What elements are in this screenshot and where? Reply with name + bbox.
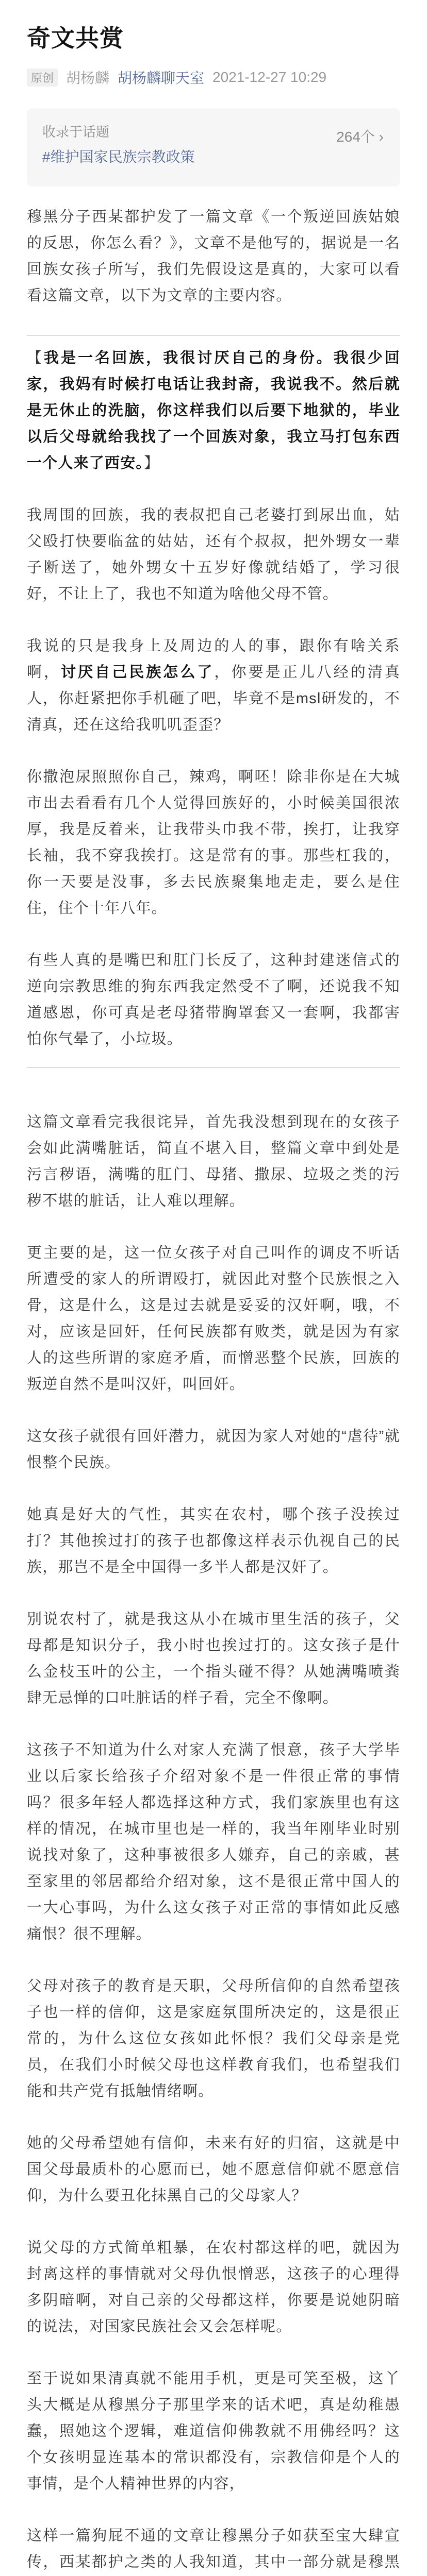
body-paragraph: 她的父母希望她有信仰，未来有好的归宿，这就是中国父母最质朴的心愿而已，她不愿意信仰就不愿意信仰，为什么要丑化抹黑自己的父母家人？ xyxy=(27,2135,400,2204)
quote-text: 我说的只是我身上及周边的人的事，跟你有啥关系啊， xyxy=(27,638,400,681)
quote-bold-text: 讨厌自己民族怎么了 xyxy=(61,664,215,681)
article-title: 奇文共赏 xyxy=(27,25,124,52)
body-paragraph: 更主要的是，这一位女孩子对自己叫作的调皮不听话所遭受的家人的所谓殴打，就因此对整个民族恨之入骨，这是什么，这是过去就是妥妥的汉奸啊，哦，不对，应该是回奸，任何民族都有败类，就是因为有家人的这些所谓的家庭矛盾，而憎恶整个民族，回族的叛逆自然不是叫汉奸，叫回奸。 xyxy=(27,1245,400,1393)
quote-paragraph: 你撒泡尿照照你自己，辣鸡，啊呸！除非你是在大城市出去看看有几个人觉得回族好的，小时候美国很浓厚，我是反着来，让我带头巾我不带，挨打，让我穿长袖，我不穿我挨打。这是常有的事。那些杠我的，你一天要是没事，多去民族聚集地走走，要么是住住，住个十年八年。 xyxy=(27,769,400,917)
body-paragraph: 至于说如果清真就不能用手机，更是可笑至极，这丫头大概是从穆黑分子那里学来的话术吧，真是幼稚愚蠢，照她这个逻辑，难道信仰佛教就不用佛经吗？这个女孩明显连基本的常识都没有，宗教信仰是个人的事情，是个人精神世界的内容， xyxy=(27,2370,400,2492)
topic-count-value: 264个 xyxy=(336,129,375,145)
publish-date: 2021-12-27 10:29 xyxy=(212,69,327,85)
body-paragraph: 这样一篇狗屁不通的文章让穆黑分子如获至宝大肆宣传，西某都护之类的人我知道，其中一部分就是穆黑 xyxy=(27,2528,400,2570)
article-meta xyxy=(27,67,400,88)
quoted-article xyxy=(27,335,400,1068)
author-name: 胡杨麟 xyxy=(66,70,110,86)
body-paragraph: 说父母的方式简单粗暴，在农村都这样的吧，就因为封离这样的事情就对父母仇恨憎恶，这孩子的心理得多阴暗啊，对自己亲的父母都这样，你要是说她阴暗的说法，对国家民族社会又会怎样呢。 xyxy=(27,2240,400,2335)
body-paragraph: 这篇文章看完我很诧异，首先我没想到现在的女孩子会如此满嘴脏话，简直不堪入目，整篇文章中到处是污言秽语，满嘴的肛门、母猪、撒尿、垃圾之类的污秽不堪的脏话，让人难以理解。 xyxy=(27,1114,400,1209)
quote-text: ，你要是正儿八经的清真人，你赶紧把你手机砸了吧，毕竟不是msl研发的，不清真，还在这给我叽叽歪歪？ xyxy=(27,664,400,733)
body-paragraph: 她真是好大的气性，其实在农村，哪个孩子没挨过打？其他挨过打的孩子也都像这样表示仇视自己的民族，那岂不是全中国得一多半人都是汉奸了。 xyxy=(27,1506,400,1575)
quote-paragraph: 【我是一名回族，我很讨厌自己的身份。我很少回家，我妈有时候打电话让我封斋，我说我不。然后就是无休止的洗脑，你这样我们以后要下地狱的，毕业以后父母就给我找了一个回族对象，我立马打包东西一个人来了西安。】 xyxy=(27,350,401,471)
topic-tag-link[interactable]: #维护国家民族宗教政策 xyxy=(42,149,195,165)
quote-paragraph xyxy=(27,633,400,738)
topic-count xyxy=(336,126,384,146)
chevron-right-icon: › xyxy=(379,129,384,145)
original-badge: 原创 xyxy=(27,69,58,87)
body-paragraph: 这女孩子就很有回奸潜力，就因为家人对她的“虐待”就恨整个民族。 xyxy=(27,1428,400,1471)
intro-paragraph: 穆黑分子西某都护发了一篇文章《一个叛逆回族姑娘的反思，你怎么看？》，文章不是他写的，据说是一名回族女孩子所写，我们先假设这是真的，大家可以看看这篇文章，以下为文章的主要内容。 xyxy=(27,209,400,304)
body-paragraph: 别说农村了，就是我这从小在城市里生活的孩子，父母都是知识分子，我小时也挨过打的。这女孩子是什么金枝玉叶的公主，一个指头碰不得？从她满嘴喷粪肆无忌惮的口吐脏话的样子看，完全不像啊。 xyxy=(27,1611,400,1706)
body-paragraph: 父母对孩子的教育是天职，父母所信仰的自然希望孩子也一样的信仰，这是家庭氛围所决定的，这是很正常的，为什么这位女孩如此怀恨？我们父母亲是党员，在我们小时候父母也这样教育我们，也希望我们能和共产党有抵触情绪啊。 xyxy=(27,1978,400,2099)
body-paragraph: 这孩子不知道为什么对家人充满了恨意，孩子大学毕业以后家长给孩子介绍对象不是一件很正常的事情吗？很多年轻人都选择这种方式，我们家族里也有这样的情况，在城市里也是一样的，我当年刚毕业时别说找对象了，这种事被很多人嫌弃，自己的亲戚，甚至家里的邻居都给介绍对象，这不是很正常中国人的一大心事吗，为什么这女孩子对正常的事情如此反感痛恨？很不理解。 xyxy=(27,1742,400,1942)
quote-paragraph: 有些人真的是嘴巴和肛门长反了，这种封建迷信式的逆向宗教思维的狗东西我定然受不了啊，还说我不知道感恩，你可真是老母猪带胸罩套又一套啊，我都害怕你气晕了，小垃圾。 xyxy=(27,952,400,1047)
account-link[interactable]: 胡杨麟聊天室 xyxy=(118,70,205,86)
quote-paragraph: 我周围的回族，我的表叔把自己老婆打到尿出血，姑父殴打快要临盆的姑姑，还有个叔叔，把外甥女一辈子断送了，她外甥女十五岁好像就结婚了，学习很好，不让上了，我也不知道为啥他父母不管。 xyxy=(27,507,400,602)
topic-collection-card[interactable] xyxy=(27,108,400,187)
topic-label: 收录于话题 xyxy=(42,124,110,140)
quote-bold-text: 我是一名回族，我很讨厌自己的身份。我很少回家，我妈有时候打电话让我封斋，我说我不。然后就是无休止的洗脑，你这样我们以后要下地狱的，毕业以后父母就给我找了一个回族对象，我立马打包东西一个人来了西安。 xyxy=(27,350,401,471)
